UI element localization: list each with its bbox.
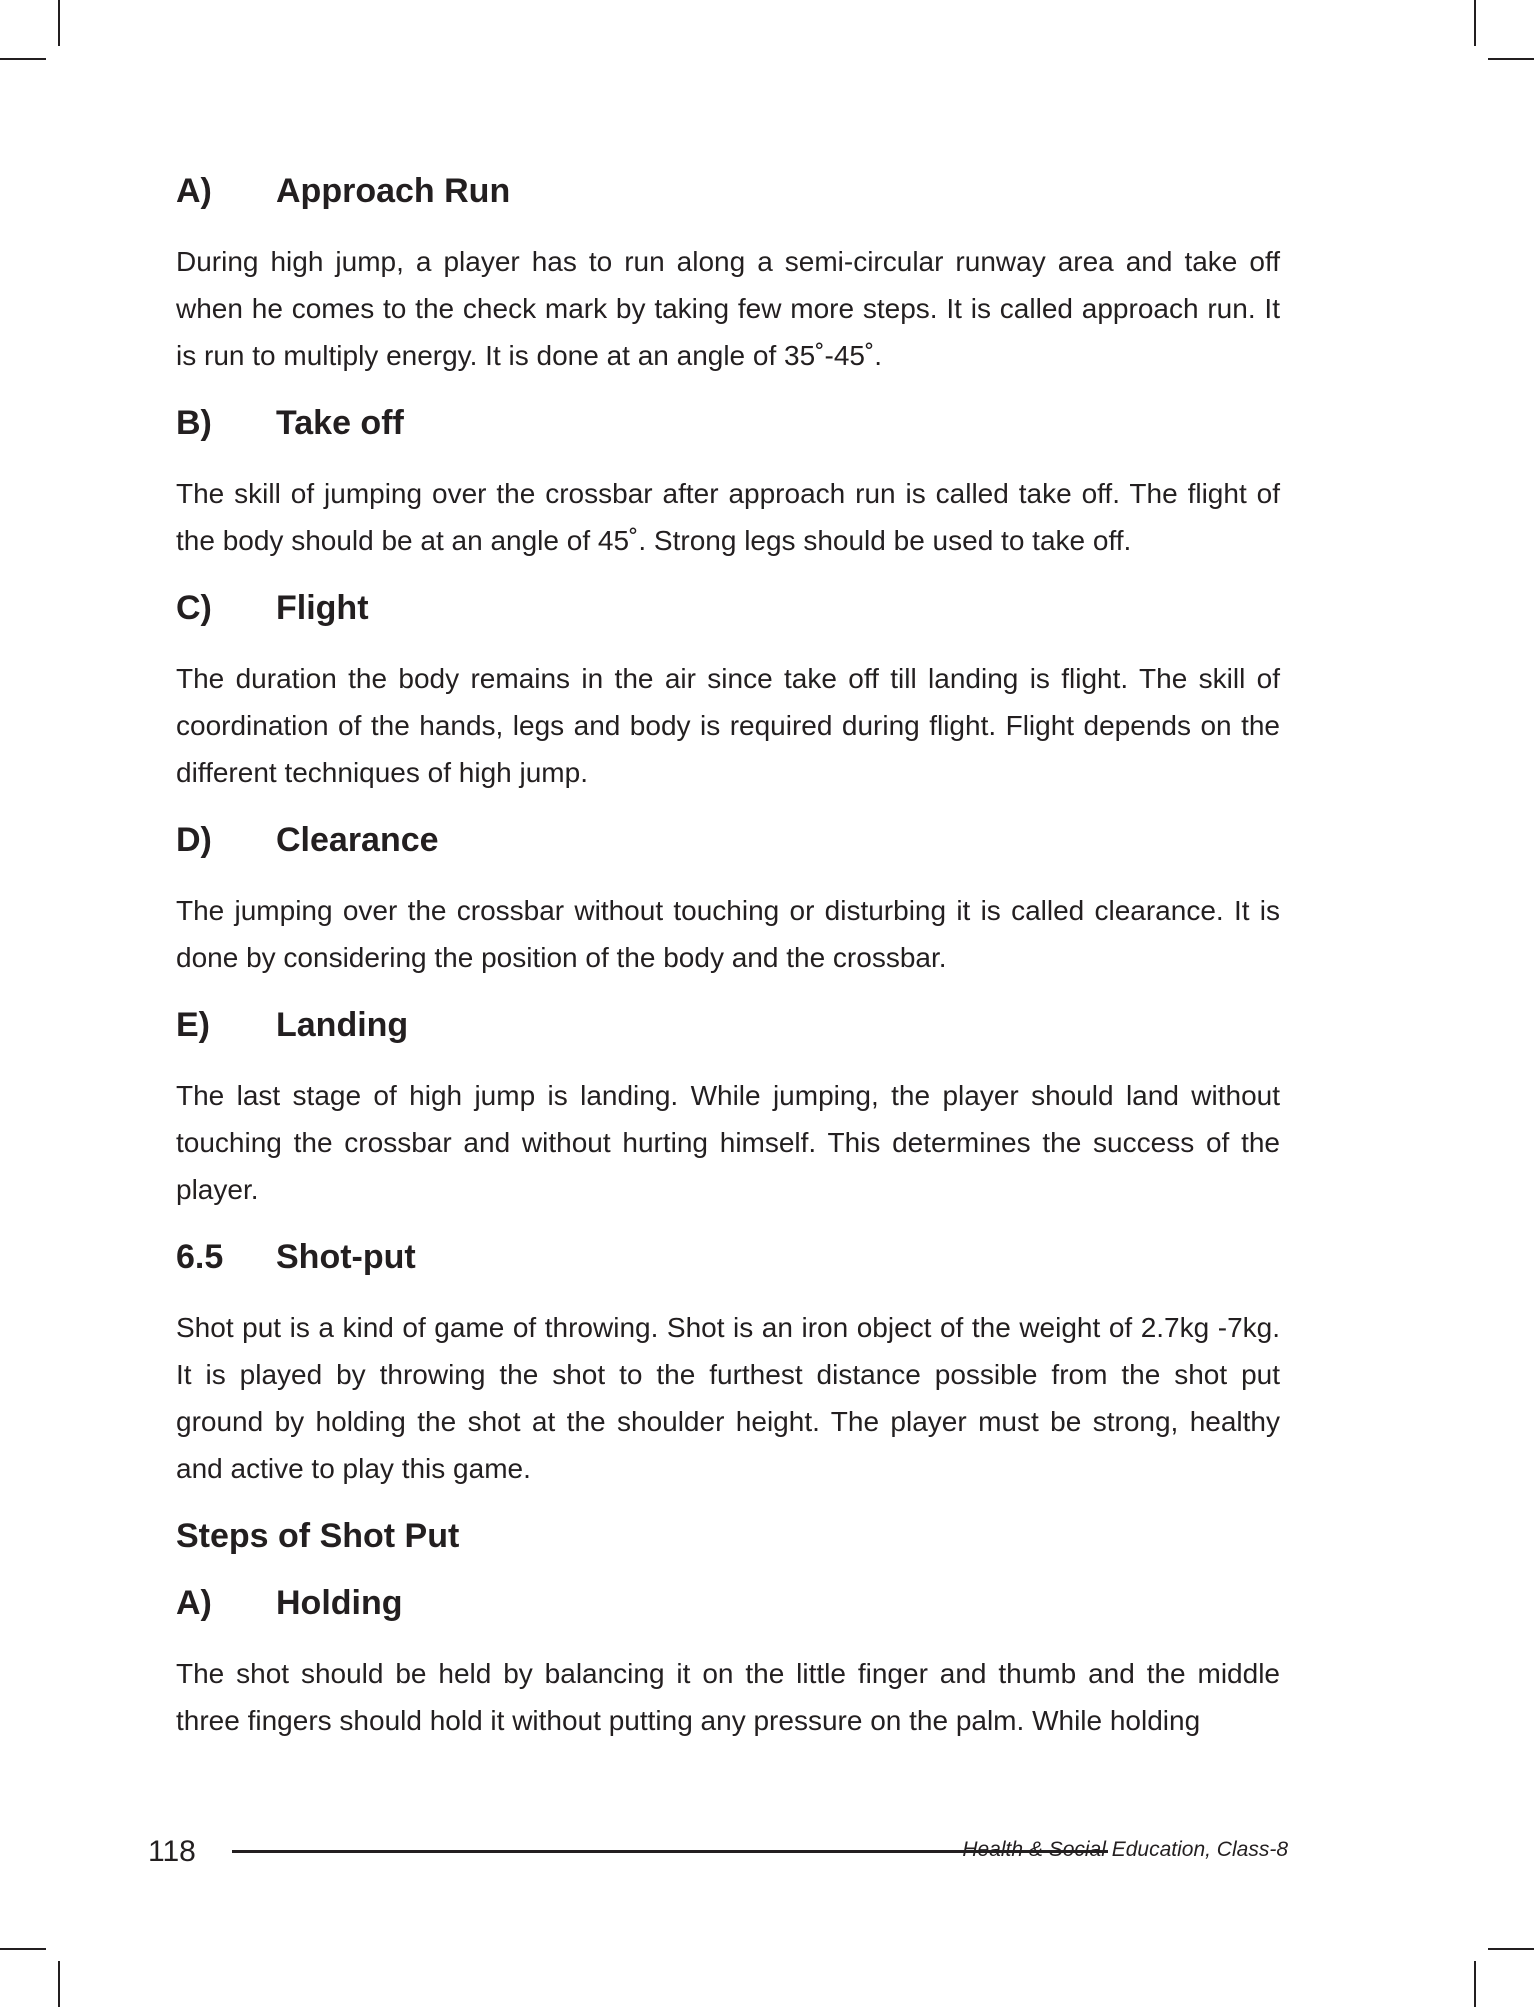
crop-mark-bottom-right-vertical — [1474, 1961, 1476, 2007]
crop-mark-top-left-vertical — [58, 0, 60, 46]
section-heading-clearance — [176, 817, 1280, 863]
crop-mark-bottom-left-vertical — [58, 1961, 60, 2007]
section-number: B) — [176, 404, 212, 442]
section-title: Landing — [276, 1006, 409, 1044]
section-body-clearance: The jumping over the crossbar without touching or disturbing it is called clearance. It is done by considering the position of the body and the crossbar. — [176, 895, 1280, 973]
section-number: E) — [176, 1006, 210, 1044]
steps-heading: Steps of Shot Put — [176, 1517, 460, 1555]
section-title: Clearance — [276, 821, 439, 859]
page-content — [176, 168, 1280, 1744]
section-heading-shot-put — [176, 1234, 1280, 1280]
section-body-take-off: The skill of jumping over the crossbar after approach run is called take off. The flight of the body should be at an angle of 45˚. Strong legs should be used to take off. — [176, 478, 1280, 556]
section-body-landing: The last stage of high jump is landing. While jumping, the player should land without touching the crossbar and without hurting himself. This determines the success of the player. — [176, 1080, 1280, 1205]
page-number: 118 — [148, 1835, 196, 1868]
section-body-holding: The shot should be held by balancing it on the little finger and thumb and the middle three fingers should hold it without putting any pressure on the palm. While holding — [176, 1658, 1280, 1736]
section-number: A) — [176, 172, 212, 210]
book-title: Health & Social Education, Class-8 — [962, 1838, 1288, 1861]
section-heading-holding — [176, 1580, 1280, 1626]
section-title: Approach Run — [276, 172, 511, 210]
section-body-flight: The duration the body remains in the air since take off till landing is flight. The skill of coordination of the hands, legs and body is required during flight. Flight depends on the different techniques of high jump. — [176, 663, 1280, 788]
section-body-approach-run: During high jump, a player has to run along a semi-circular runway area and take off when he comes to the check mark by taking few more steps. It is called approach run. It is run to multiply energy. It is done at an angle of 35˚-45˚. — [176, 246, 1280, 371]
page-footer — [148, 1832, 1288, 1872]
crop-mark-bottom-right-horizontal — [1488, 1948, 1534, 1950]
crop-mark-top-right-horizontal — [1488, 58, 1534, 60]
section-heading-flight — [176, 585, 1280, 631]
section-number: A) — [176, 1584, 212, 1622]
section-heading-approach-run — [176, 168, 1280, 214]
crop-mark-bottom-left-horizontal — [0, 1948, 46, 1950]
section-title: Take off — [276, 404, 404, 442]
section-body-shot-put: Shot put is a kind of game of throwing. Shot is an iron object of the weight of 2.7kg -7kg. It is played by throwing the shot to the furthest distance possible from the shot put ground by holding the shot at the shoulder height. The player must be strong, healthy and active to play this game. — [176, 1312, 1280, 1484]
crop-mark-top-left-horizontal — [0, 58, 46, 60]
section-heading-landing — [176, 1002, 1280, 1048]
section-number: D) — [176, 821, 212, 859]
section-heading-take-off — [176, 400, 1280, 446]
section-number: 6.5 — [176, 1238, 224, 1276]
crop-mark-top-right-vertical — [1474, 0, 1476, 46]
section-title: Holding — [276, 1584, 403, 1622]
section-title: Flight — [276, 589, 369, 627]
section-number: C) — [176, 589, 212, 627]
section-title: Shot-put — [276, 1238, 416, 1276]
